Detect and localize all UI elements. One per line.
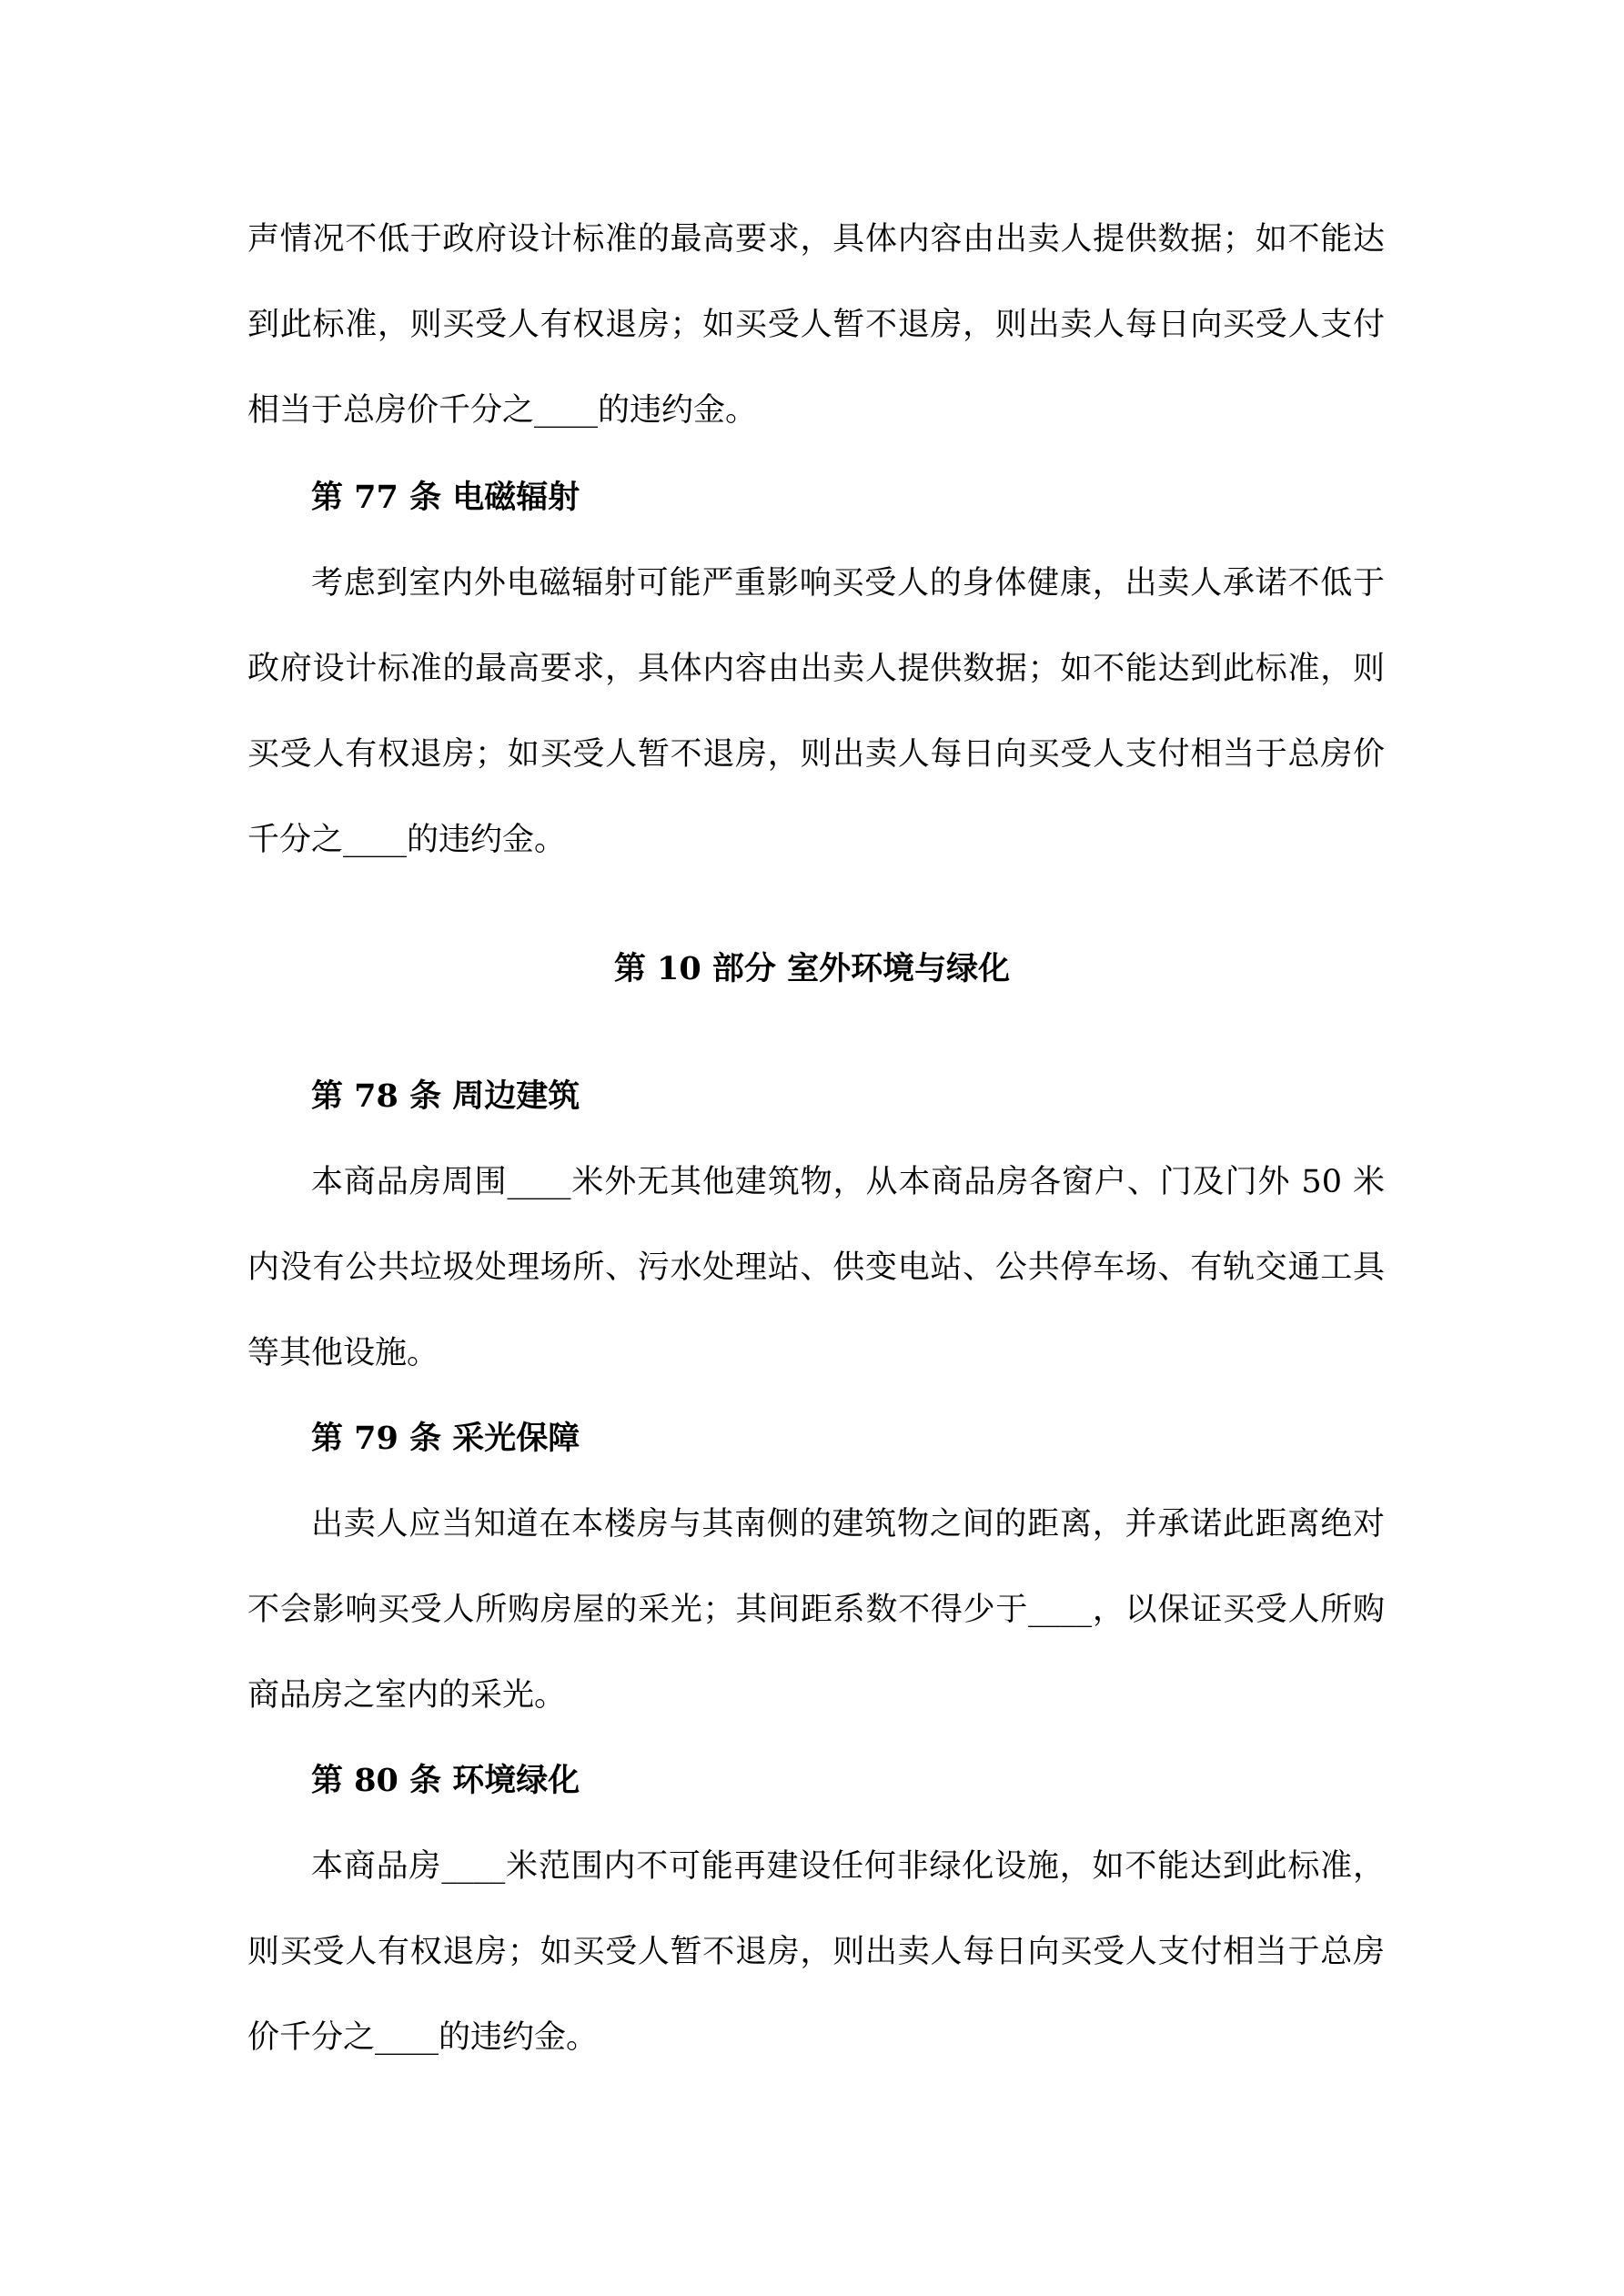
paragraph-line: 政府设计标准的最高要求，具体内容由出卖人提供数据；如不能达到此标准，则	[247, 651, 1385, 687]
paragraph-line: 考虑到室内外电磁辐射可能严重影响买受人的身体健康，出卖人承诺不低于	[311, 565, 1385, 602]
paragraph-line: 本商品房____米范围内不可能再建设任何非绿化设施，如不能达到此标准，	[311, 1848, 1385, 1885]
paragraph-line: 出卖人应当知道在本楼房与其南侧的建筑物之间的距离，并承诺此距离绝对	[311, 1506, 1385, 1542]
article-79-heading: 第 79 条 采光保障	[311, 1420, 580, 1457]
article-80-heading: 第 80 条 环境绿化	[311, 1762, 580, 1799]
paragraph-line: 价千分之____的违约金。	[247, 2019, 599, 2056]
paragraph-line: 商品房之室内的采光。	[247, 1677, 567, 1714]
paragraph-line: 本商品房周围____米外无其他建筑物，从本商品房各窗户、门及门外 50 米	[311, 1164, 1385, 1200]
paragraph-line: 内没有公共垃圾处理场所、污水处理站、供变电站、公共停车场、有轨交通工具	[247, 1249, 1385, 1286]
paragraph-line: 声情况不低于政府设计标准的最高要求，具体内容由出卖人提供数据；如不能达	[247, 221, 1385, 258]
paragraph-line: 买受人有权退房；如买受人暂不退房，则出卖人每日向买受人支付相当于总房价	[247, 736, 1385, 773]
paragraph-line: 千分之____的违约金。	[247, 822, 567, 858]
paragraph-line: 到此标准，则买受人有权退房；如买受人暂不退房，则出卖人每日向买受人支付	[247, 307, 1385, 343]
part-10-heading: 第 10 部分 室外环境与绿化	[613, 950, 1011, 987]
paragraph-line: 等其他设施。	[247, 1335, 439, 1371]
paragraph-line: 相当于总房价千分之____的违约金。	[247, 392, 758, 429]
paragraph-line: 不会影响买受人所购房屋的采光；其间距系数不得少于____，以保证买受人所购	[247, 1592, 1385, 1628]
paragraph-line: 则买受人有权退房；如买受人暂不退房，则出卖人每日向买受人支付相当于总房	[247, 1934, 1385, 1970]
article-77-heading: 第 77 条 电磁辐射	[311, 479, 580, 516]
article-78-heading: 第 78 条 周边建筑	[311, 1077, 580, 1115]
